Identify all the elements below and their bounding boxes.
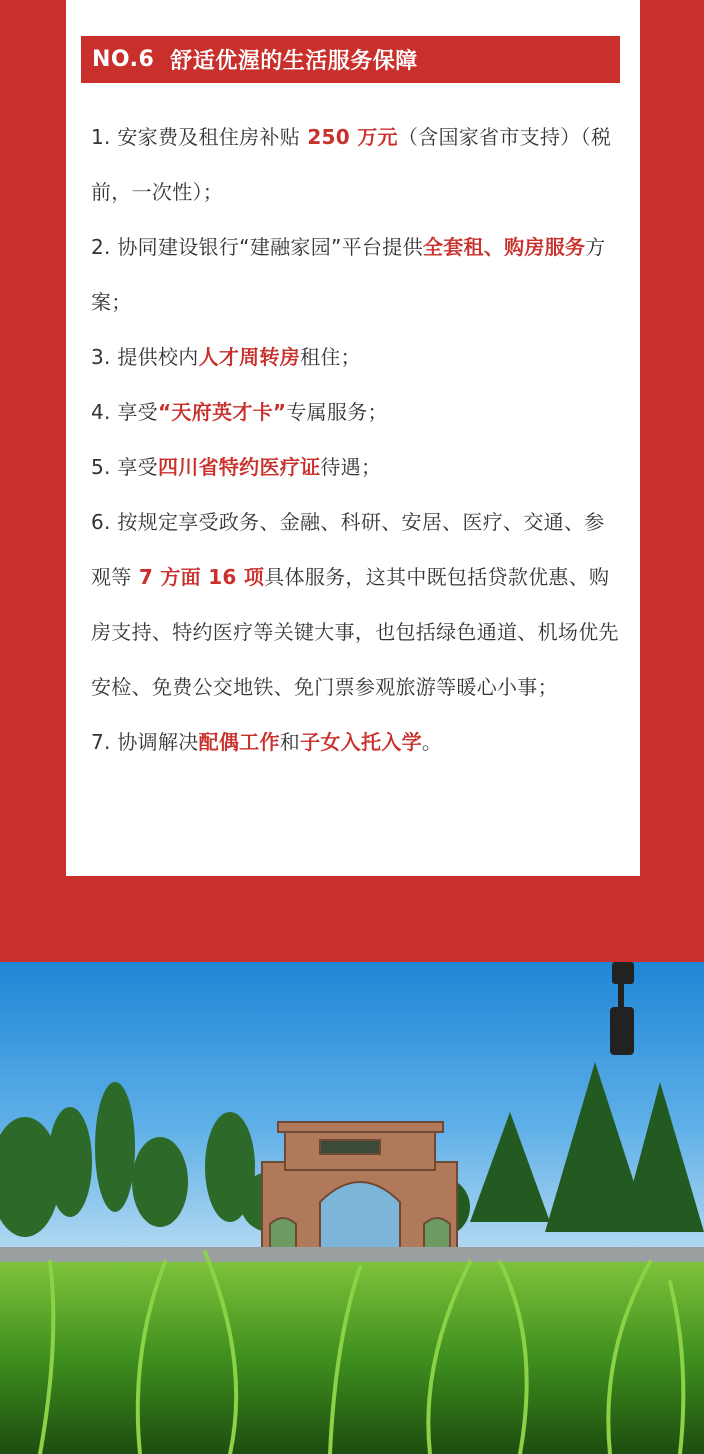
item-text: 提供校内: [117, 345, 199, 369]
item-text: 协同建设银行“建融家园”平台提供: [117, 235, 423, 259]
list-item: [91, 440, 621, 495]
section-number: NO.6: [92, 47, 155, 72]
item-highlight: 全套租、购房服务: [422, 235, 586, 259]
item-highlight: 子女入托入学: [300, 730, 422, 754]
list-item: [91, 220, 621, 330]
list-item: [91, 385, 621, 440]
item-text: 享受: [117, 455, 158, 479]
list-item: [91, 715, 621, 770]
section-title-bar: [81, 36, 620, 83]
section-title: 舒适优渥的生活服务保障: [170, 49, 418, 74]
item-number: 2.: [91, 235, 111, 259]
item-text: 方案；: [91, 235, 606, 314]
traffic-light-icon: [610, 962, 634, 1055]
item-number: 6.: [91, 510, 111, 534]
item-number: 3.: [91, 345, 111, 369]
item-highlight: 人才周转房: [198, 345, 301, 369]
item-text: 待遇；: [320, 455, 382, 479]
item-text: 。: [421, 730, 443, 754]
item-text: 协调解决: [117, 730, 199, 754]
list-item: [91, 110, 621, 220]
item-number: 4.: [91, 400, 111, 424]
list-item: [91, 495, 621, 715]
list-item: [91, 330, 621, 385]
benefit-list: [91, 110, 621, 770]
memorial-gate: [262, 1122, 457, 1252]
item-text: 安家费及租住房补贴: [117, 125, 301, 149]
item-highlight: “天府英才卡”: [157, 400, 287, 424]
card-scalloped-edge: [66, 870, 640, 884]
item-text: 和: [279, 730, 301, 754]
campus-gate-photo: [0, 962, 704, 1454]
item-text: 专属服务；: [286, 400, 388, 424]
item-text: 具体服务，这其中既包括贷款优惠、购房支持、特约医疗等关键大事，也包括绿色通道、机场优先安检、免费公交地铁、免门票参观旅游等暖心小事；: [91, 565, 619, 699]
item-text: 享受: [117, 400, 158, 424]
item-highlight: 250 万元: [300, 125, 398, 149]
item-highlight: 配偶工作: [198, 730, 280, 754]
item-text: （含国家省市支持）（税前，一次性）；: [91, 125, 612, 204]
item-text: 租住；: [300, 345, 361, 369]
item-highlight: 四川省特约医疗证: [157, 455, 321, 479]
item-text: 按规定享受政务、金融、科研、安居、医疗、交通、参观等: [91, 510, 605, 589]
item-number: 1.: [91, 125, 111, 149]
item-number: 7.: [91, 730, 111, 754]
item-highlight: 7 方面 16 项: [131, 565, 265, 589]
item-number: 5.: [91, 455, 111, 479]
